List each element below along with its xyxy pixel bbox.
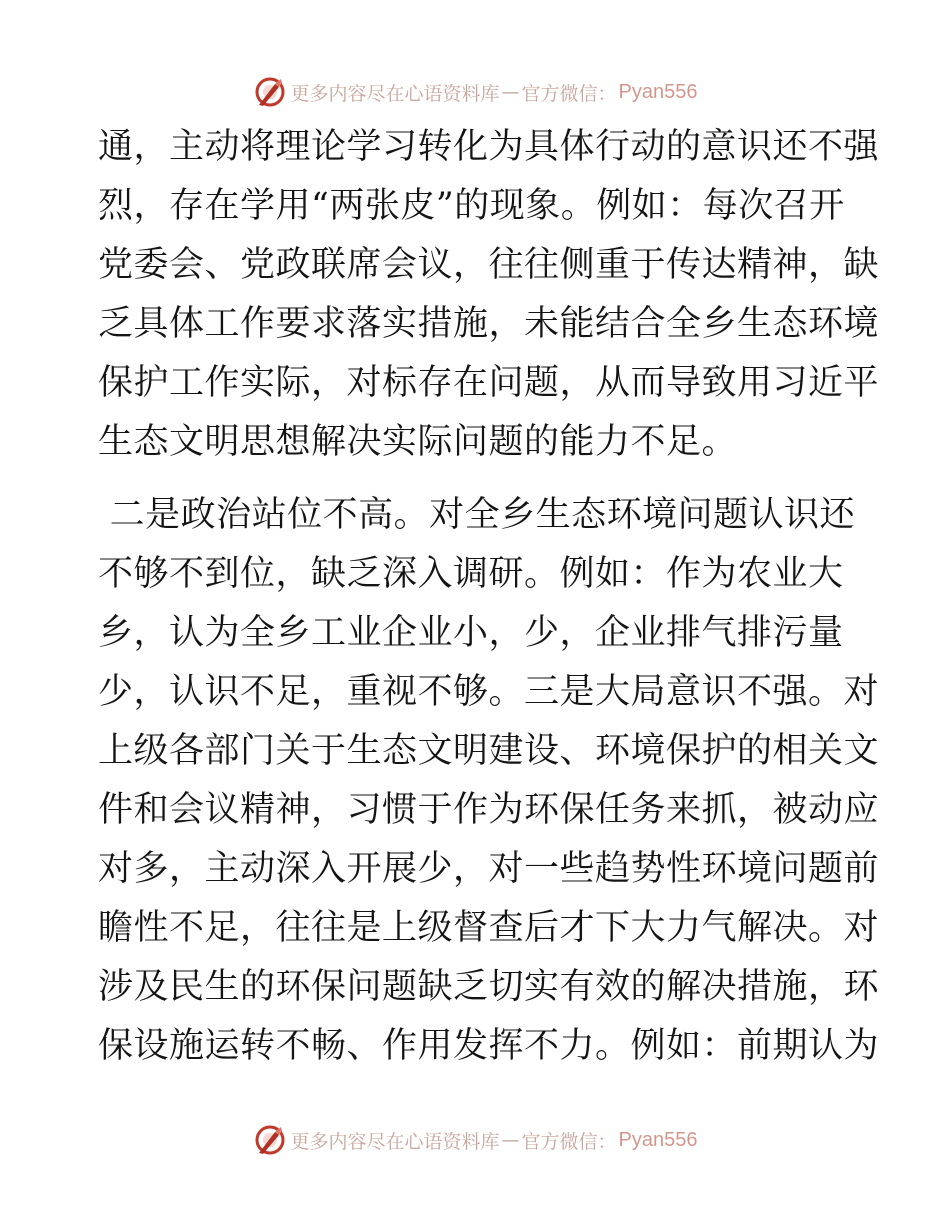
wechat-label: 官方微信：: [521, 82, 617, 105]
wechat-id: Pyan556: [618, 80, 698, 103]
site-name-text: 更多内容尽在心语资料库: [290, 82, 500, 105]
text-line: 保护工作实际，对标存在问题，从而导致用习近平: [98, 363, 880, 403]
document-body: [98, 118, 880, 1076]
paragraph-1: [98, 118, 880, 472]
quill-logo-icon: [253, 1123, 287, 1157]
paragraph-gap: [98, 472, 858, 486]
banner-dash: —: [501, 81, 520, 103]
text-line: 党委会、党政联席会议，往往侧重于传达精神，缺: [98, 245, 880, 285]
text-line: 对多，主动深入开展少，对一些趋势性环境问题前: [98, 849, 880, 889]
text-line: 件和会议精神，习惯于作为环保任务来抓，被动应: [98, 790, 880, 830]
text-line: 涉及民生的环保问题缺乏切实有效的解决措施，环: [98, 967, 880, 1007]
text-line: 生态文明思想解决实际问题的能力不足。: [98, 422, 738, 462]
paragraph-2: [98, 486, 880, 1076]
text-line: 保设施运转不畅、作用发挥不力。例如：前期认为: [98, 1026, 880, 1066]
text-line: 通，主动将理论学习转化为具体行动的意识还不强: [98, 127, 880, 167]
header-watermark: [0, 72, 950, 112]
text-line: 瞻性不足，往往是上级督查后才下大力气解决。对: [98, 908, 880, 948]
site-name-text: 更多内容尽在心语资料库: [290, 1130, 500, 1153]
text-line: 上级各部门关于生态文明建设、环境保护的相关文: [98, 731, 880, 771]
wechat-label: 官方微信：: [521, 1130, 617, 1153]
text-line: 烈，存在学用“两张皮”的现象。例如：每次召开: [98, 186, 845, 226]
text-line: 乏具体工作要求落实措施，未能结合全乡生态环境: [98, 304, 880, 344]
wechat-id: Pyan556: [618, 1128, 698, 1151]
quill-logo-icon: [253, 75, 287, 109]
text-line: 乡，认为全乡工业企业小，少，企业排气排污量: [98, 613, 844, 653]
text-line: 二是政治站位不高。对全乡生态环境问题认识还: [98, 495, 856, 535]
banner-dash: —: [501, 1129, 520, 1151]
footer-watermark: [0, 1120, 950, 1160]
text-line: 少，认识不足，重视不够。三是大局意识不强。对: [98, 672, 880, 712]
text-line: 不够不到位，缺乏深入调研。例如：作为农业大: [98, 554, 844, 594]
